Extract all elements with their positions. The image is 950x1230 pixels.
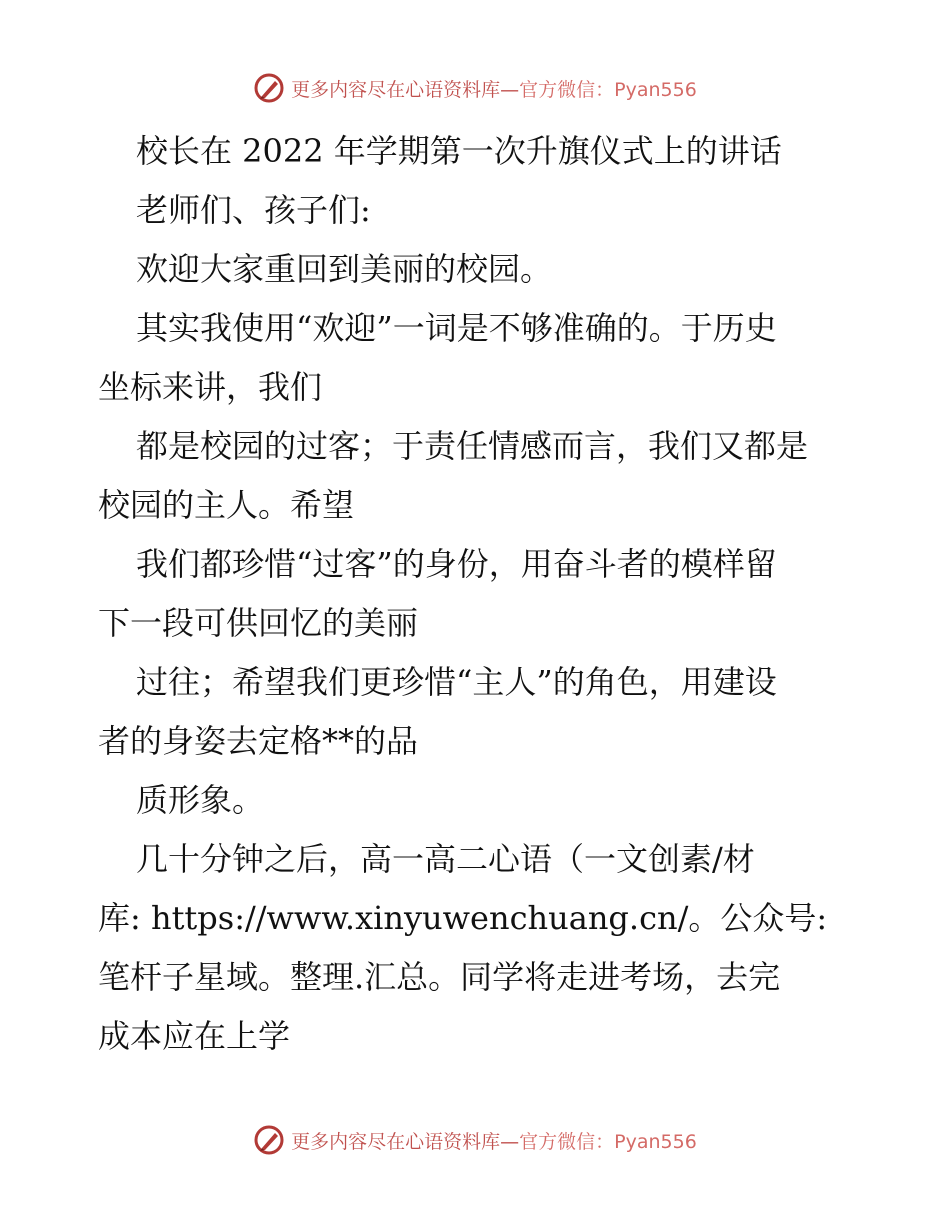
doc-line-6: 校园的主人。希望 <box>98 486 355 524</box>
doc-line-2: 欢迎大家重回到美丽的校园。 <box>136 250 553 288</box>
doc-line-8: 下一段可供回忆的美丽 <box>98 604 419 642</box>
pen-circle-logo-icon <box>253 1124 285 1156</box>
footer-banner-title: 更多内容尽在心语资料库— <box>291 1130 520 1153</box>
doc-line-7: 我们都珍惜“过客”的身份，用奋斗者的模样留 <box>136 545 777 583</box>
doc-line-5: 都是校园的过客；于责任情感而言，我们又都是 <box>136 427 809 465</box>
doc-line-15: 成本应在上学 <box>98 1017 291 1055</box>
footer-banner-wechat: 官方微信：Pyan556 <box>519 1130 697 1153</box>
doc-line-1: 老师们、孩子们: <box>136 191 371 229</box>
footer-banner <box>0 1120 950 1160</box>
doc-line-10: 者的身姿去定格**的品 <box>98 722 419 760</box>
doc-line-12: 几十分钟之后，高一高二心语（一文创素/材 <box>136 840 755 878</box>
header-banner-text <box>291 75 697 102</box>
header-banner-wechat: 官方微信：Pyan556 <box>519 78 697 101</box>
doc-line-11: 质形象。 <box>136 781 265 819</box>
footer-banner-text <box>291 1127 697 1154</box>
doc-line-3: 其实我使用“欢迎”一词是不够准确的。于历史 <box>136 309 777 347</box>
doc-line-9: 过往；希望我们更珍惜“主人”的角色，用建设 <box>136 663 777 701</box>
pen-circle-logo-icon <box>253 72 285 104</box>
doc-line-13: 库: https://www.xinyuwenchuang.cn/。公众号: <box>98 899 828 937</box>
doc-line-14: 笔杆子星域。整理.汇总。同学将走进考场，去完 <box>98 958 781 996</box>
doc-title: 校长在 2022 年学期第一次升旗仪式上的讲话 <box>136 132 782 170</box>
header-banner-title: 更多内容尽在心语资料库— <box>291 78 520 101</box>
doc-line-4: 坐标来讲，我们 <box>98 368 323 406</box>
document-body <box>98 122 858 1066</box>
header-banner <box>0 68 950 108</box>
